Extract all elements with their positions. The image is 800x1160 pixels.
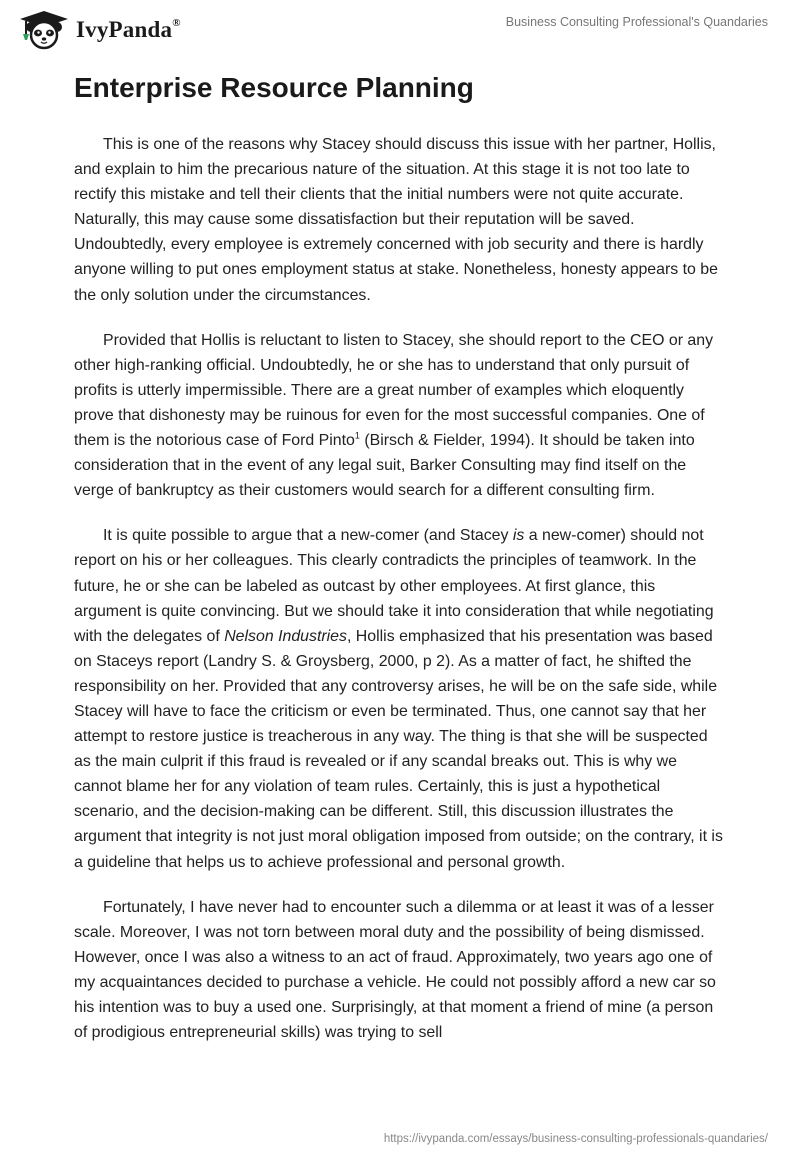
brand-name: IvyPanda® [76, 17, 181, 42]
paragraph-3: It is quite possible to argue that a new-comer (and Stacey is a new-comer) should not report on his or her colleagues. This clearly contradicts the principles of teamwork. In the future, he or she can be labeled as outcast by other employees. At first glance, this argument is quite convincing. But we should take it into consideration that while negotiating with the delegates of Nelson Industries, Hollis emphasized that his presentation was based on Staceys report (Landry S. & Groysberg, 2000, p 2). As a matter of fact, he shifted the responsibility on her. Provided that any controversy arises, he will be on the safe side, while Stacey will have to face the criticism or even be terminated. Thus, one cannot say that her attempt to restore justice is treacherous in any way. The thing is that she will be suspected as the main culprit if this fraud is revealed or if any scandal breaks out. This is why we cannot blame her for any violation of team rules. Certainly, this is just a hypothetical scenario, and the decision-making can be different. Still, this discussion illustrates the argument that integrity is not just moral obligation imposed from outside; on the contrary, it is a guideline that helps us to achieve professional and personal growth. [74, 527, 723, 871]
registered-mark: ® [172, 17, 181, 30]
page-header [0, 0, 800, 60]
emphasis-is: is [512, 527, 525, 545]
source-url[interactable]: https://ivypanda.com/essays/business-consulting-professionals-quandaries/ [383, 1133, 768, 1145]
section-heading: Enterprise Resource Planning [74, 72, 474, 103]
article-body [74, 132, 726, 1065]
footnote-marker[interactable]: 1 [354, 430, 360, 441]
paragraph-2: Provided that Hollis is reluctant to listen to Stacey, she should report to the CEO or any other high-ranking official. Undoubtedly, he or she has to understand that only pursuit of profits is utterly impermissible. There are a great number of examples which eloquently prove that dishonesty may be ruinous for even for the most successful companies. One of them is the notorious case of Ford Pinto$^1$ (Birsch & Fielder, 1994). It should be taken into consideration that in the event of any legal suit, Barker Consulting may find itself on the verge of bankruptcy as their customers would search for a different consulting firm. [74, 331, 714, 500]
emphasis-company-name: Nelson Industries [224, 627, 347, 645]
panda-graduation-cap-icon [14, 10, 70, 50]
paragraph-1: This is one of the reasons why Stacey should discuss this issue with her partner, Hollis, and explain to him the precarious nature of the situation. At this stage it is not too late to rectify this mistake and tell their clients that the initial numbers were not quite accurate. Naturally, this may cause some dissatisfaction but their reputation will be saved. Undoubtedly, every employee is extremely concerned with job security and there is hardly anyone willing to put ones employment status at stake. Nonetheless, honesty appears to be the only solution under the circumstances. [74, 136, 718, 304]
ivypanda-logo[interactable] [14, 10, 181, 50]
paragraph-4: Fortunately, I have never had to encounter such a dilemma or at least it was of a lesser scale. Moreover, I was not torn between moral duty and the possibility of being dismissed. However, once I was also a witness to an act of fraud. Approximately, two years ago one of my acquaintances decided to purchase a vehicle. He could not possibly afford a new car so his intention was to buy a used one. Surprisingly, at that moment a friend of mine (a person of prodigious entrepreneurial skills) was trying to sell [74, 898, 716, 1042]
document-title: Business Consulting Professional's Quandaries [505, 15, 768, 29]
